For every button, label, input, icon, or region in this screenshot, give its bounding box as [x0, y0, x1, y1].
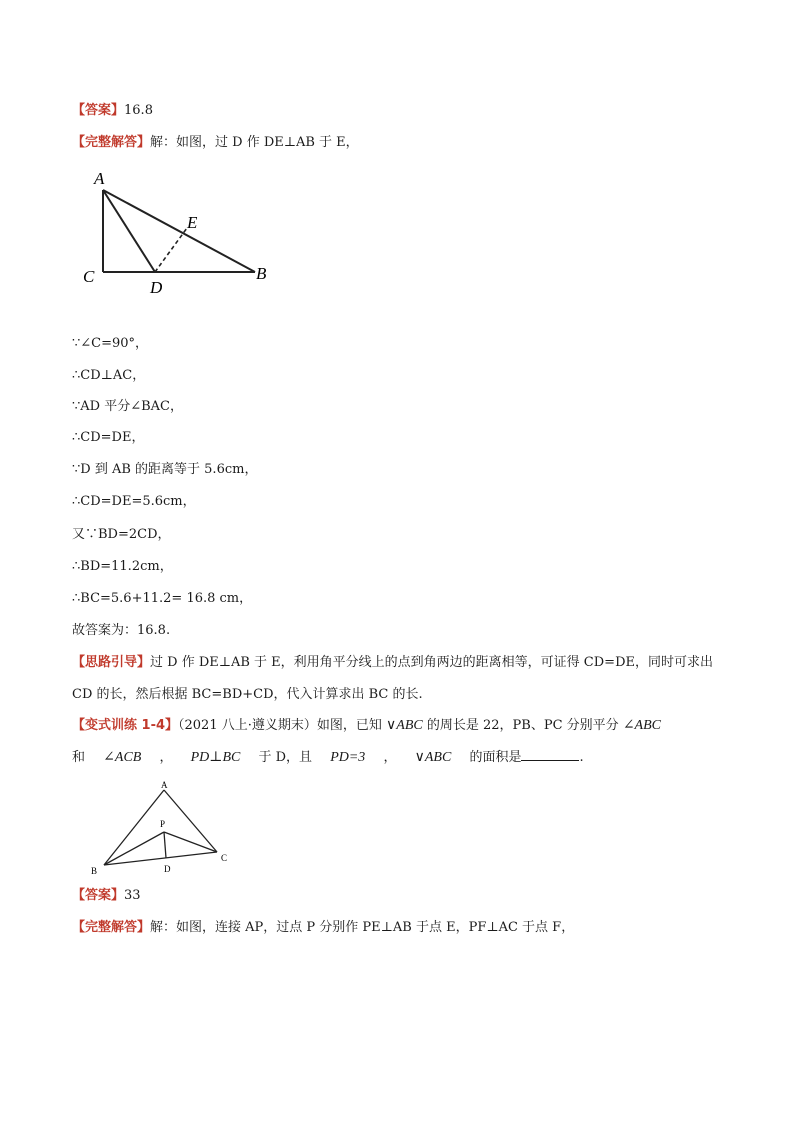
- label-B-2: B: [91, 866, 98, 876]
- perp-pd-bc: PD⊥BC: [190, 750, 241, 765]
- answer-tag: 【答案】: [72, 103, 125, 118]
- answer-blank[interactable]: [521, 748, 579, 761]
- answer-line-1: [72, 102, 153, 120]
- segment-AB: [103, 190, 255, 272]
- step-4: ∴CD=DE，: [72, 430, 145, 445]
- problem-text-6: ，: [383, 750, 397, 765]
- angle-acb: ∠ACB: [103, 750, 142, 765]
- label-A: A: [94, 169, 105, 188]
- answer-value: 16.8: [124, 103, 153, 118]
- problem-text-8: .: [579, 750, 584, 765]
- step-8: ∴BD=11.2cm，: [72, 559, 173, 574]
- step-3: ∵AD 平分∠BAC，: [72, 399, 183, 414]
- triangle-figure-2: [86, 776, 246, 880]
- label-D-2: D: [164, 864, 171, 874]
- problem-text-3: 和: [72, 750, 86, 765]
- step-10: 故答案为：16.8.: [72, 623, 171, 638]
- segment-AC-2: [164, 790, 217, 852]
- problem-text-1: （2021 八上·遵义期末）如图，已知: [178, 718, 382, 733]
- segment-PD: [164, 832, 166, 858]
- problem-text-5: 于 D，且: [258, 750, 313, 765]
- triangle-abc-symbol: ∨ABC: [386, 718, 423, 733]
- segment-PB: [104, 832, 164, 865]
- step-2: ∴CD⊥AC，: [72, 368, 146, 383]
- solution-line-2: [72, 919, 574, 937]
- step-7: 又∵BD=2CD，: [72, 527, 171, 542]
- problem-text-4: ，: [159, 750, 173, 765]
- hint-line-1: [72, 654, 713, 672]
- problem-text-2: 的周长是 22，PB、PC 分别平分: [426, 718, 619, 733]
- solution-intro-2: 解：如图，连接 AP，过点 P 分别作 PE⊥AB 于点 E，PF⊥AC 于点 F，: [150, 920, 575, 935]
- segment-AD: [103, 190, 155, 272]
- solution-tag: 【完整解答】: [72, 135, 151, 150]
- triangle-figure-1: [80, 162, 280, 297]
- hint-tag: 【思路引导】: [72, 655, 151, 670]
- problem-line-2: [72, 748, 584, 767]
- pd-value: PD=3: [330, 750, 366, 765]
- answer-tag-2: 【答案】: [72, 888, 125, 903]
- segment-DE-dashed: [155, 228, 187, 272]
- answer-line-2: [72, 887, 141, 905]
- label-E: E: [187, 213, 198, 232]
- label-P: P: [160, 819, 166, 829]
- label-C-2: C: [221, 853, 228, 863]
- triangle-abc-symbol-2: ∨ABC: [414, 750, 452, 765]
- segment-AB-2: [104, 790, 164, 865]
- solution-intro: 解：如图，过 D 作 DE⊥AB 于 E，: [150, 135, 359, 150]
- solution-line-1: [72, 134, 359, 152]
- step-9: ∴BC=5.6+11.2= 16.8 cm，: [72, 591, 253, 606]
- label-A-2: A: [161, 780, 168, 790]
- segment-BC-2: [104, 852, 217, 865]
- label-B: B: [256, 264, 267, 283]
- step-5: ∵D 到 AB 的距离等于 5.6cm，: [72, 462, 258, 477]
- problem-text-7: 的面积是: [469, 750, 522, 765]
- hint-line-2: CD 的长，然后根据 BC=BD+CD，代入计算求出 BC 的长.: [72, 687, 423, 702]
- step-1: ∵∠C=90°，: [72, 336, 149, 351]
- label-D: D: [150, 278, 163, 297]
- angle-abc: ∠ABC: [622, 718, 661, 733]
- problem-line-1: [72, 717, 661, 735]
- solution-tag-2: 【完整解答】: [72, 920, 151, 935]
- label-C: C: [83, 267, 95, 286]
- step-6: ∴CD=DE=5.6cm，: [72, 494, 196, 509]
- answer-value-2: 33: [124, 888, 141, 903]
- problem-tag: 【变式训练 1-4】: [72, 718, 179, 733]
- hint-text-1: 过 D 作 DE⊥AB 于 E，利用角平分线上的点到角两边的距离相等，可证得 CD=DE，同时可求出: [150, 655, 713, 670]
